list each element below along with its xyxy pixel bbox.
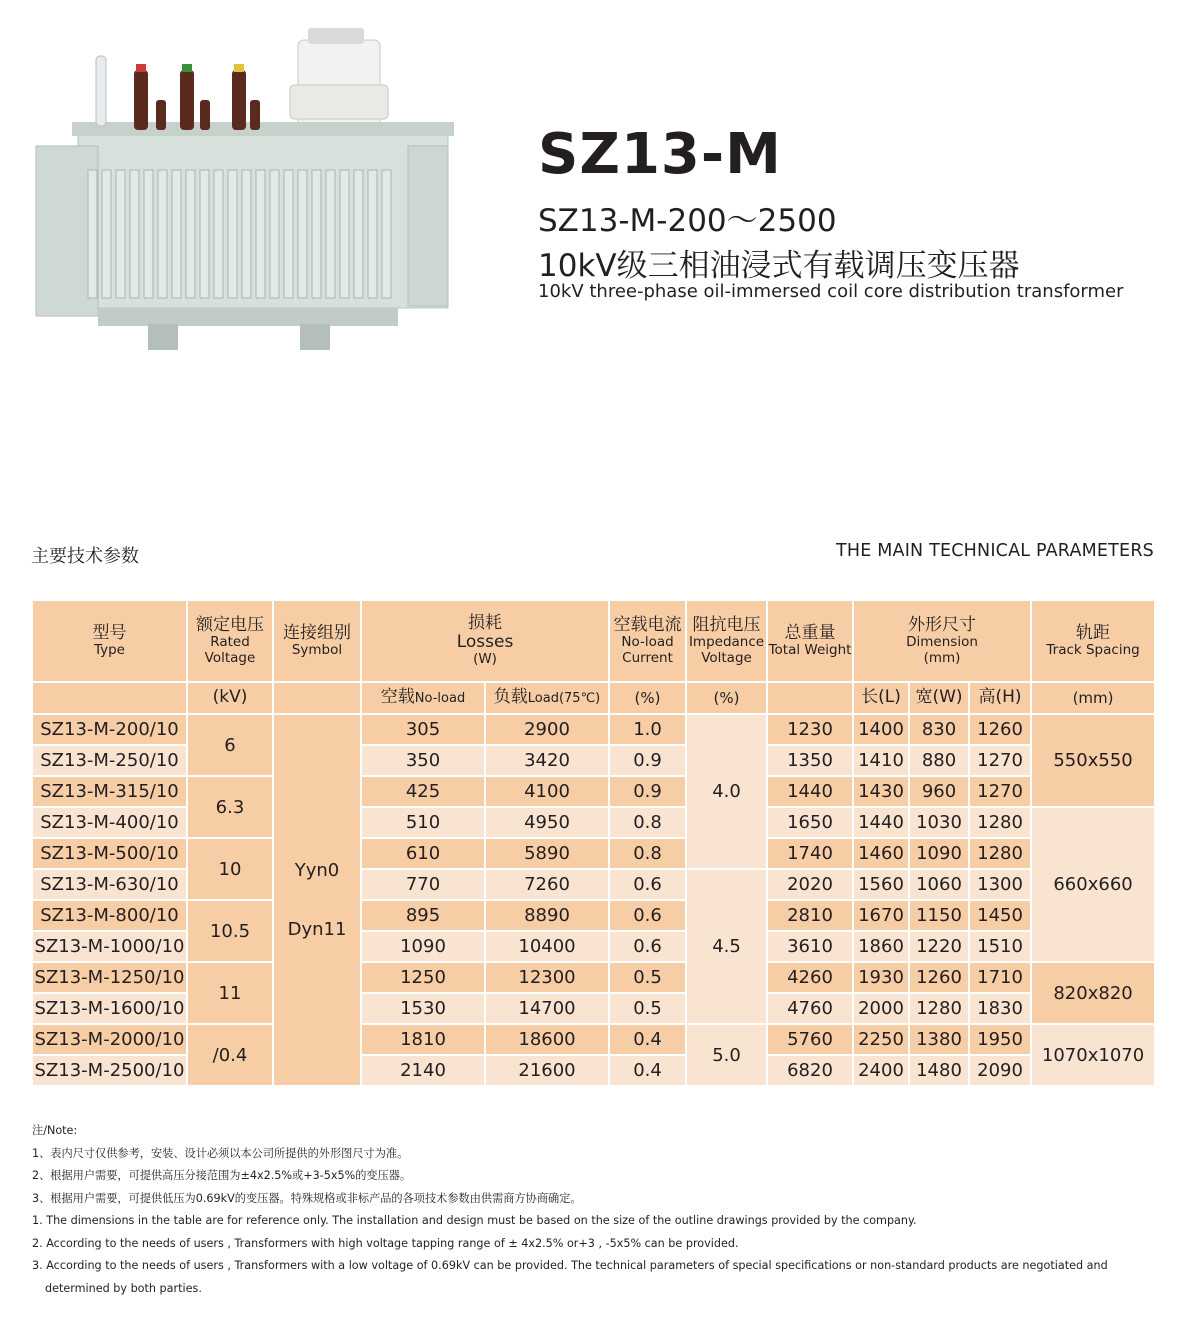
cell-impedance: 4.5 bbox=[686, 869, 767, 1024]
note-cn-1: 1、表内尺寸仅供参考，安装、设计必须以本公司所提供的外形图尺寸为准。 bbox=[32, 1146, 409, 1160]
table-row bbox=[32, 1024, 1155, 1055]
cell-model: SZ13-M-1250/10 bbox=[32, 962, 187, 993]
cell-height: 1270 bbox=[969, 776, 1031, 807]
unit-impedance: (%) bbox=[686, 682, 767, 714]
cell-noload-loss: 2140 bbox=[361, 1055, 485, 1086]
table-header-row bbox=[32, 600, 1155, 682]
symbol-dyn11: Dyn11 bbox=[287, 919, 347, 940]
cell-noload-current: 0.6 bbox=[609, 869, 686, 900]
transformer-photo bbox=[28, 20, 458, 355]
cell-track-spacing: 1070x1070 bbox=[1031, 1024, 1155, 1086]
cell-length: 1400 bbox=[853, 714, 909, 745]
cell-width: 1220 bbox=[909, 931, 969, 962]
cell-weight: 2810 bbox=[767, 900, 853, 931]
product-name-cn: 10kV级三相油浸式有载调压变压器 bbox=[538, 248, 1020, 284]
cell-noload-loss: 1810 bbox=[361, 1024, 485, 1055]
cell-impedance: 5.0 bbox=[686, 1024, 767, 1086]
cell-width: 830 bbox=[909, 714, 969, 745]
cell-noload-current: 0.9 bbox=[609, 745, 686, 776]
unit-height: 高(H) bbox=[969, 682, 1031, 714]
cell-noload-loss: 510 bbox=[361, 807, 485, 838]
cell-noload-current: 0.9 bbox=[609, 776, 686, 807]
section-title-en: THE MAIN TECHNICAL PARAMETERS bbox=[835, 541, 1154, 561]
cell-load-loss: 10400 bbox=[485, 931, 609, 962]
cell-height: 1270 bbox=[969, 745, 1031, 776]
unit-symbol bbox=[273, 682, 361, 714]
cell-noload-loss: 1250 bbox=[361, 962, 485, 993]
cell-model: SZ13-M-500/10 bbox=[32, 838, 187, 869]
cell-weight: 6820 bbox=[767, 1055, 853, 1086]
cell-noload-current: 0.6 bbox=[609, 900, 686, 931]
cell-noload-current: 0.8 bbox=[609, 838, 686, 869]
cell-noload-current: 0.8 bbox=[609, 807, 686, 838]
cell-width: 1090 bbox=[909, 838, 969, 869]
cell-weight: 3610 bbox=[767, 931, 853, 962]
cell-noload-loss: 1090 bbox=[361, 931, 485, 962]
cell-noload-current: 0.6 bbox=[609, 931, 686, 962]
unit-noload-loss: 空载No-load bbox=[361, 682, 485, 714]
cell-length: 1930 bbox=[853, 962, 909, 993]
header-impedance-voltage: 阻抗电压 Impedance Voltage bbox=[686, 600, 767, 682]
cell-weight: 1740 bbox=[767, 838, 853, 869]
cell-model: SZ13-M-250/10 bbox=[32, 745, 187, 776]
note-en-3: 3. According to the needs of users , Transformers with a low voltage of 0.69kV can be provided. The technical parameters of special specifications or non-standard products are negotiated and determined by both parties. bbox=[32, 1259, 1108, 1295]
table-row bbox=[32, 838, 1155, 869]
table-row bbox=[32, 900, 1155, 931]
cell-width: 1280 bbox=[909, 993, 969, 1024]
cell-length: 1560 bbox=[853, 869, 909, 900]
note-en-1: 1. The dimensions in the table are for reference only. The installation and design must be based on the size of the outline drawings provided by the company. bbox=[32, 1214, 917, 1227]
cell-height: 1450 bbox=[969, 900, 1031, 931]
table-body bbox=[32, 714, 1155, 1086]
cell-rated-voltage: 10.5 bbox=[187, 900, 273, 962]
cell-noload-current: 0.5 bbox=[609, 993, 686, 1024]
cell-noload-loss: 305 bbox=[361, 714, 485, 745]
cell-weight: 2020 bbox=[767, 869, 853, 900]
cell-symbol bbox=[273, 714, 361, 1086]
cell-noload-loss: 350 bbox=[361, 745, 485, 776]
cell-height: 1510 bbox=[969, 931, 1031, 962]
cell-model: SZ13-M-400/10 bbox=[32, 807, 187, 838]
note-en-2: 2. According to the needs of users , Transformers with high voltage tapping range of ± 4x2.5% or+3 , -5x5% can be provided. bbox=[32, 1236, 739, 1250]
header-losses: 损耗 Losses (W) bbox=[361, 600, 609, 682]
cell-load-loss: 21600 bbox=[485, 1055, 609, 1086]
cell-track-spacing: 550x550 bbox=[1031, 714, 1155, 807]
cell-rated-voltage: 6.3 bbox=[187, 776, 273, 838]
cell-width: 1060 bbox=[909, 869, 969, 900]
unit-type bbox=[32, 682, 187, 714]
cell-width: 960 bbox=[909, 776, 969, 807]
cell-model: SZ13-M-1000/10 bbox=[32, 931, 187, 962]
cell-length: 1670 bbox=[853, 900, 909, 931]
cell-track-spacing: 820x820 bbox=[1031, 962, 1155, 1024]
cell-height: 1280 bbox=[969, 838, 1031, 869]
cell-noload-current: 0.4 bbox=[609, 1055, 686, 1086]
cell-model: SZ13-M-630/10 bbox=[32, 869, 187, 900]
cell-width: 1150 bbox=[909, 900, 969, 931]
cell-model: SZ13-M-800/10 bbox=[32, 900, 187, 931]
product-title: SZ13-M bbox=[538, 122, 782, 187]
cell-weight: 4760 bbox=[767, 993, 853, 1024]
cell-load-loss: 2900 bbox=[485, 714, 609, 745]
cell-noload-current: 0.4 bbox=[609, 1024, 686, 1055]
unit-voltage: (kV) bbox=[187, 682, 273, 714]
cell-length: 2250 bbox=[853, 1024, 909, 1055]
header-rated-voltage: 额定电压 Rated Voltage bbox=[187, 600, 273, 682]
cell-width: 1260 bbox=[909, 962, 969, 993]
cell-rated-voltage: 6 bbox=[187, 714, 273, 776]
cell-model: SZ13-M-2500/10 bbox=[32, 1055, 187, 1086]
cell-load-loss: 7260 bbox=[485, 869, 609, 900]
cell-length: 1860 bbox=[853, 931, 909, 962]
cell-load-loss: 14700 bbox=[485, 993, 609, 1024]
cell-height: 2090 bbox=[969, 1055, 1031, 1086]
cell-load-loss: 8890 bbox=[485, 900, 609, 931]
cell-noload-loss: 770 bbox=[361, 869, 485, 900]
model-range: SZ13-M-200～2500 bbox=[538, 203, 837, 239]
unit-weight bbox=[767, 682, 853, 714]
table-row bbox=[32, 776, 1155, 807]
cell-weight: 1440 bbox=[767, 776, 853, 807]
unit-width: 宽(W) bbox=[909, 682, 969, 714]
cell-noload-loss: 1530 bbox=[361, 993, 485, 1024]
cell-weight: 4260 bbox=[767, 962, 853, 993]
notes bbox=[32, 1120, 1162, 1300]
cell-height: 1260 bbox=[969, 714, 1031, 745]
header-track-spacing: 轨距 Track Spacing bbox=[1031, 600, 1155, 682]
cell-track-spacing: 660x660 bbox=[1031, 807, 1155, 962]
table-row bbox=[32, 962, 1155, 993]
unit-load-loss: 负载Load(75℃) bbox=[485, 682, 609, 714]
cell-model: SZ13-M-2000/10 bbox=[32, 1024, 187, 1055]
cell-impedance: 4.0 bbox=[686, 714, 767, 869]
section-title-cn: 主要技术参数 bbox=[31, 546, 139, 567]
note-cn-3: 3、根据用户需要，可提供低压为0.69kV的变压器。特殊规格或非标产品的各项技术参数由供需商方协商确定。 bbox=[32, 1191, 582, 1205]
product-name-en: 10kV three-phase oil-immersed coil core distribution transformer bbox=[538, 281, 1124, 302]
cell-height: 1710 bbox=[969, 962, 1031, 993]
cell-load-loss: 5890 bbox=[485, 838, 609, 869]
header-type: 型号 Type bbox=[32, 600, 187, 682]
cell-load-loss: 12300 bbox=[485, 962, 609, 993]
table-row bbox=[32, 714, 1155, 745]
header-symbol: 连接组别 Symbol bbox=[273, 600, 361, 682]
cell-rated-voltage: 10 bbox=[187, 838, 273, 900]
cell-weight: 1230 bbox=[767, 714, 853, 745]
cell-length: 1460 bbox=[853, 838, 909, 869]
cell-noload-current: 1.0 bbox=[609, 714, 686, 745]
cell-weight: 5760 bbox=[767, 1024, 853, 1055]
cell-noload-loss: 895 bbox=[361, 900, 485, 931]
cell-width: 1380 bbox=[909, 1024, 969, 1055]
cell-height: 1950 bbox=[969, 1024, 1031, 1055]
cell-load-loss: 18600 bbox=[485, 1024, 609, 1055]
cell-model: SZ13-M-1600/10 bbox=[32, 993, 187, 1024]
cell-length: 1430 bbox=[853, 776, 909, 807]
cell-model: SZ13-M-200/10 bbox=[32, 714, 187, 745]
note-cn-2: 2、根据用户需要，可提供高压分接范围为±4x2.5%或+3-5x5%的变压器。 bbox=[32, 1169, 412, 1182]
cell-weight: 1350 bbox=[767, 745, 853, 776]
cell-width: 1030 bbox=[909, 807, 969, 838]
cell-length: 1440 bbox=[853, 807, 909, 838]
cell-length: 2400 bbox=[853, 1055, 909, 1086]
header-total-weight: 总重量 Total Weight bbox=[767, 600, 853, 682]
cell-load-loss: 3420 bbox=[485, 745, 609, 776]
symbol-yyn0: Yyn0 bbox=[294, 860, 340, 881]
unit-track: (mm) bbox=[1031, 682, 1155, 714]
header-dimension: 外形尺寸 Dimension (mm) bbox=[853, 600, 1031, 682]
cell-length: 1410 bbox=[853, 745, 909, 776]
cell-load-loss: 4950 bbox=[485, 807, 609, 838]
cell-height: 1300 bbox=[969, 869, 1031, 900]
cell-height: 1830 bbox=[969, 993, 1031, 1024]
cell-noload-loss: 425 bbox=[361, 776, 485, 807]
cell-load-loss: 4100 bbox=[485, 776, 609, 807]
cell-weight: 1650 bbox=[767, 807, 853, 838]
cell-noload-loss: 610 bbox=[361, 838, 485, 869]
cell-model: SZ13-M-315/10 bbox=[32, 776, 187, 807]
unit-noload-current: (%) bbox=[609, 682, 686, 714]
header-noload-current: 空载电流 No-load Current bbox=[609, 600, 686, 682]
cell-height: 1280 bbox=[969, 807, 1031, 838]
table-unit-row bbox=[32, 682, 1155, 714]
cell-length: 2000 bbox=[853, 993, 909, 1024]
unit-length: 长(L) bbox=[853, 682, 909, 714]
cell-width: 880 bbox=[909, 745, 969, 776]
note-heading: 注/Note: bbox=[32, 1124, 78, 1137]
cell-rated-voltage: /0.4 bbox=[187, 1024, 273, 1086]
cell-width: 1480 bbox=[909, 1055, 969, 1086]
cell-rated-voltage: 11 bbox=[187, 962, 273, 1024]
parameters-table bbox=[31, 599, 1156, 1087]
cell-noload-current: 0.5 bbox=[609, 962, 686, 993]
